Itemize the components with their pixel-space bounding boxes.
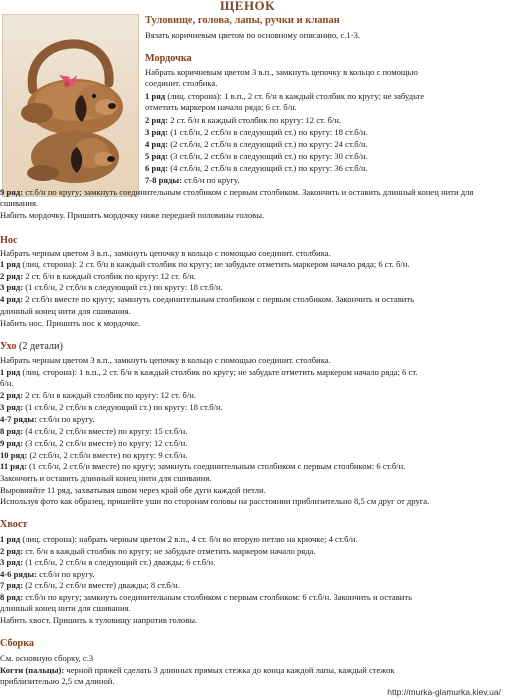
mordochka-line-6: 3 ряд: (1 ст.б/н, 2 ст.б/н в следующий ст.) по кругу: 18 ст.б/н. xyxy=(145,127,368,137)
mordochka-line-2: соединит. столбика. xyxy=(145,78,218,88)
sborka-line-3: приблизительно 2,5 см длиной. xyxy=(0,676,115,686)
khvost-line-3: 3 ряд: (1 ст.б/н, 2 ст.б/н в следующий ст.) дважды; 6 ст.б/н. xyxy=(0,557,216,567)
ukho-line-5: 3 ряд: (1 ст.б/н, 2 ст.б/н в следующий ст.) по кругу: 18 ст.б/н. xyxy=(0,402,223,412)
nos-line-7: Набить нос. Пришить нос к мордочке. xyxy=(0,318,141,328)
ukho-line-4: 2 ряд: 2 ст. б/н в каждый столбик по кругу: 12 ст. б/н. xyxy=(0,390,196,400)
section-header-ukho: Ухо (2 детали) xyxy=(0,341,63,352)
section-header-sborka: Сборка xyxy=(0,638,35,649)
khvost-line-8: Набить хвост. Пришить к туловищу напротив головы. xyxy=(0,615,198,625)
nos-line-5: 4 ряд: 2 ст.б/н вместе по кругу; замкнуть соединительным столбиком с первым столбиком. Закончить и оставить xyxy=(0,294,415,304)
sborka-line-2: Когти (пальцы): черной пряжей сделать 3 длинных прямых стежка до конца каждой лапы, каждый стежок xyxy=(0,665,395,675)
khvost-line-5: 7 ряд: (2 ст.б/н, 2 ст.б/н вместе) дважды; 8 ст.б/н. xyxy=(0,580,180,590)
subtitle: Туловище, голова, лапы, ручки и клапан xyxy=(145,15,340,26)
nos-line-2: 1 ряд (лиц. сторона): 2 ст. б/н в каждый столбик по кругу; не забудьте отметить маркером начало ряда; 6 ст. б/н. xyxy=(0,259,410,269)
ukho-line-11: Закончить и оставить длинный конец нити для сшивания. xyxy=(0,473,212,483)
mordochka-line-3: 1 ряд (лиц. сторона): 1 в.п., 2 ст. б/н в каждый столбик по кругу; не забудьте xyxy=(145,91,425,101)
section-header-khvost: Хвост xyxy=(0,519,28,530)
subtitle-note: Вязать коричневым цветом по основному описанию, с.1-3. xyxy=(145,30,361,40)
mordochka-line-10: 7-8 ряды: ст.б/н по кругу. xyxy=(145,175,240,185)
section-header-mordochka: Мордочка xyxy=(145,53,192,64)
nos-line-1: Набрать черным цветом 3 в.п., замкнуть цепочку в кольцо с помощью соединит. столбика. xyxy=(0,248,331,258)
ukho-line-3: б/н. xyxy=(0,378,14,388)
nos-line-6: длинный конец нити для сшивания. xyxy=(0,306,131,316)
mordochka-line-4: отметить маркером начало ряда; 6 ст. б/н. xyxy=(145,102,297,112)
section-header-nos: Нос xyxy=(0,235,18,246)
puppy-illustration xyxy=(3,15,138,196)
puppy-bag-photo xyxy=(2,14,139,197)
khvost-line-6: 8 ряд: ст.б/н по кругу; замкнуть соединительным столбиком с первым столбиком: 6 ст.б/н. Закончить и оставить xyxy=(0,592,413,602)
ukho-line-7: 8 ряд: (4 ст.б/н, 2 ст.б/н вместе) по кругу: 15 ст.б/н. xyxy=(0,426,188,436)
nos-line-4: 3 ряд: (1 ст.б/н, 2 ст.б/н в следующий ст.) по кругу: 18 ст.б/н. xyxy=(0,282,223,292)
khvost-line-2: 2 ряд: ст. б/н в каждый столбик по кругу; не забудьте отметить маркером начало ряда. xyxy=(0,546,316,556)
khvost-line-7: длинный конец нити для сшивания. xyxy=(0,603,131,613)
ukho-line-13: Используя фото как образец, пришейте уши по сторонам головы на расстоянии приблизительно 8,5 см друг от друга. xyxy=(0,496,430,506)
page-title: ЩЕНОК xyxy=(220,0,276,13)
site-url: http://murka-glamurka.kiev.ua/ xyxy=(387,687,501,697)
mordochka-line-5: 2 ряд: 2 ст. б/н в каждый столбик по кругу: 12 ст. б/н. xyxy=(145,115,341,125)
mordochka-after-2: Набить мордочку. Пришить мордочку ниже передней половины головы. xyxy=(0,210,265,220)
mordochka-line-9: 6 ряд: (4 ст.б/н, 2 ст.б/н в следующий ст.) по кругу: 36 ст.б/н. xyxy=(145,163,368,173)
khvost-line-1: 1 ряд (лиц. сторона): набрать черным цветом 2 в.п., 4 ст. б/н во вторую петлю на крючке; 4 ст.б/н. xyxy=(0,534,358,544)
ukho-line-6: 4-7 ряды: ст.б/н по кругу. xyxy=(0,414,95,424)
khvost-line-4: 4-6 ряды: ст.б/н по кругу. xyxy=(0,569,95,579)
sborka-line-1: См. основную сборку, с.3 xyxy=(0,653,94,663)
ukho-line-9: 10 ряд: (2 ст.б/н, 2 ст.б/н вместе) по кругу: 9 ст.б/н. xyxy=(0,450,188,460)
ukho-line-1: Набрать черным цветом 3 в.п., замкнуть цепочку в кольцо с помощью соединит. столбика. xyxy=(0,355,331,365)
ukho-line-12: Выровняйте 11 ряд, захватывая швом через край обе дуги каждой петли. xyxy=(0,485,266,495)
nos-line-3: 2 ряд: 2 ст. б/н в каждый столбик по кругу: 12 ст. б/н. xyxy=(0,271,196,281)
ukho-line-8: 9 ряд: (3 ст.б/н, 2 ст.б/н вместе) по кругу: 12 ст.б/н. xyxy=(0,438,188,448)
ukho-line-2: 1 ряд (лиц. сторона): 1 в.п., 2 ст. б/н в каждый столбик по кругу; не забудьте отметить маркером начало ряда; 6 ст. xyxy=(0,367,418,377)
mordochka-line-7: 4 ряд: (2 ст.б/н, 2 ст.б/н в следующий ст.) по кругу: 24 ст.б/н. xyxy=(145,139,368,149)
mordochka-line-1: Набрать коричневым цветом 3 в.п., замкнуть цепочку в кольцо с помощью xyxy=(145,67,418,77)
mordochka-after-1: 9 ряд: ст.б/н по кругу; замкнуть соединительным столбиком с первым столбиком. Закончить и оставить длинный конец нити для сшивания. xyxy=(0,187,474,208)
mordochka-line-8: 5 ряд: (3 ст.б/н, 2 ст.б/н в следующий ст.) по кругу: 30 ст.б/н. xyxy=(145,151,368,161)
ukho-line-10: 11 ряд: (1 ст.б/н, 2 ст.б/н вместе) по кругу; замкнуть соединительным столбиком с первым столбиком: 6 ст.б/н. xyxy=(0,461,406,471)
